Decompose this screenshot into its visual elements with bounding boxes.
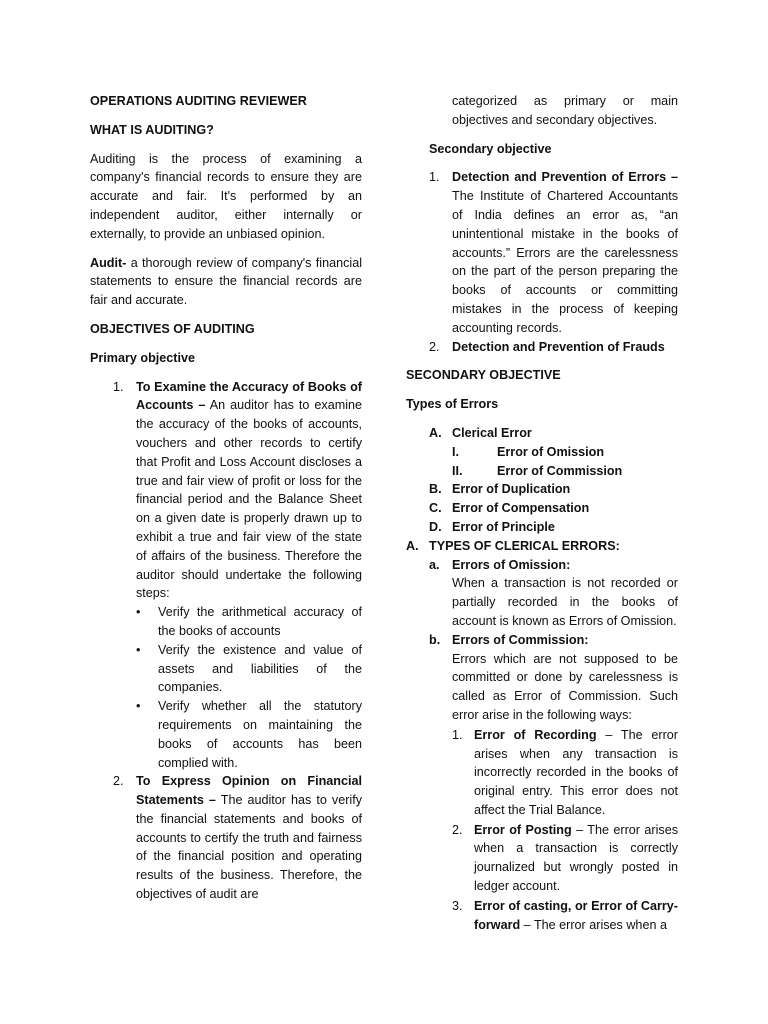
- commission-item-3-text: – The error arises when a: [520, 917, 667, 932]
- secondary-objective-heading: Secondary objective: [429, 141, 552, 156]
- commission-item-2-text: – The error arises when a transaction is correctly journalized but wrongly posted in ledger account.: [474, 822, 678, 894]
- commission-item-2-title: Error of Posting: [474, 822, 572, 837]
- clerical-item-a-text: When a transaction is not recorded or partially recorded in the books of account is known as Errors of Omission.: [452, 576, 678, 628]
- list-number: 2.: [429, 339, 440, 354]
- clerical-item-b-text: Errors which are not supposed to be committed or done by carelessness is called as Error of Commission. Such error arise in the following ways:: [452, 651, 678, 722]
- bullet-icon: •: [136, 642, 141, 657]
- types-of-errors-heading: Types of Errors: [406, 397, 499, 412]
- primary-item-1-title: To Examine the Accuracy of Books of Accounts –: [136, 379, 362, 413]
- auditing-definition-paragraph: Auditing is the process of examining a company's financial records to ensure they are accurate and fair. It's performed by an independent auditor, either internally or externally, to provide an unbiased opinion.: [90, 151, 362, 241]
- document-title: OPERATIONS AUDITING REVIEWER: [90, 94, 307, 108]
- bullet-item: • Verify the existence and value of assets and liabilities of the companies.: [136, 642, 362, 695]
- clerical-item-a-title: Errors of Omission:: [452, 557, 571, 572]
- list-number: 1.: [452, 727, 463, 742]
- list-number: 2.: [113, 774, 124, 789]
- list-item: A. Clerical Error: [429, 425, 532, 440]
- list-letter: a.: [429, 557, 440, 572]
- clerical-errors-heading: A. TYPES OF CLERICAL ERRORS:: [406, 538, 620, 553]
- bullet-icon: •: [136, 699, 141, 714]
- list-number: 1.: [429, 170, 440, 185]
- clerical-item-b: [406, 631, 678, 725]
- commission-item-3: [406, 897, 678, 935]
- list-item: II. Error of Commission: [452, 463, 623, 478]
- clerical-item-a: [406, 556, 678, 631]
- list-number: 3.: [452, 898, 463, 913]
- audit-term: Audit-: [90, 255, 127, 270]
- commission-item-3-title: Error of casting, or Error of Carry-forward: [474, 898, 678, 932]
- clerical-item-b-title: Errors of Commission:: [452, 632, 589, 647]
- secondary-item-1-text: The Institute of Chartered Accountants of India defines an error as, “an unintentional mistake in the books of accounts.” Errors are the carelessness on the part of the person preparing the books of accounts or committing mistakes in the process of keeping accounting records.: [452, 189, 678, 335]
- commission-item-1-text: – The error arises when any transaction is incorrectly recorded in the books of original entry. This error does not affect the Trial Balance.: [474, 727, 678, 817]
- secondary-item-2: [406, 338, 678, 357]
- primary-item-2: [90, 772, 362, 904]
- audit-definition-paragraph: [90, 254, 362, 310]
- list-item: I. Error of Omission: [452, 444, 605, 459]
- section-heading-what-is-auditing: WHAT IS AUDITING?: [90, 122, 214, 137]
- bullet-item: • Verify whether all the statutory requirements on maintaining the books of accounts has been complied with.: [136, 699, 362, 770]
- commission-item-2: [406, 821, 678, 896]
- commission-item-1: [406, 726, 678, 820]
- commission-item-1-title: Error of Recording: [474, 727, 597, 742]
- objectives-heading: OBJECTIVES OF AUDITING: [90, 321, 255, 336]
- primary-item-1: [90, 378, 362, 773]
- secondary-item-1-title: Detection and Prevention of Errors –: [452, 170, 678, 185]
- primary-item-1-text: An auditor has to examine the accuracy of the books of accounts, vouchers and other records to certify that Profit and Loss Account discloses a true and fair view of profit or loss for the financial period and the Balance Sheet on a given date is properly drawn up to exhibit a true and fair view of the state of affairs of the business. Therefore the auditor should undertake the following steps:: [136, 398, 362, 601]
- secondary-item-2-title: Detection and Prevention of Frauds: [452, 339, 665, 354]
- primary-item-2-text: The auditor has to verify the financial statements and books of accounts to certify the truth and fairness of the financial position and operating results of the business. Therefore, the objectives of audit are: [136, 793, 362, 902]
- list-number: 1.: [113, 379, 124, 394]
- secondary-objective-caps-heading: SECONDARY OBJECTIVE: [406, 368, 561, 383]
- primary-objective-heading: Primary objective: [90, 350, 195, 365]
- bullet-item: • Verify the arithmetical accuracy of the books of accounts: [136, 605, 362, 638]
- list-letter: b.: [429, 632, 441, 647]
- bullet-icon: •: [136, 605, 141, 620]
- left-column: [90, 92, 362, 904]
- secondary-item-1: [406, 168, 678, 337]
- list-item: C. Error of Compensation: [429, 501, 590, 516]
- list-item: D. Error of Principle: [429, 519, 555, 534]
- continued-paragraph: categorized as primary or main objectives and secondary objectives.: [452, 94, 678, 127]
- list-number: 2.: [452, 822, 463, 837]
- right-column: [406, 92, 678, 934]
- list-item: B. Error of Duplication: [429, 482, 571, 497]
- types-of-errors-list: [406, 424, 678, 556]
- primary-item-2-title: To Express Opinion on Financial Statements –: [136, 774, 362, 808]
- audit-definition: a thorough review of company's financial statements to ensure the financial records are fair and accurate.: [90, 255, 362, 308]
